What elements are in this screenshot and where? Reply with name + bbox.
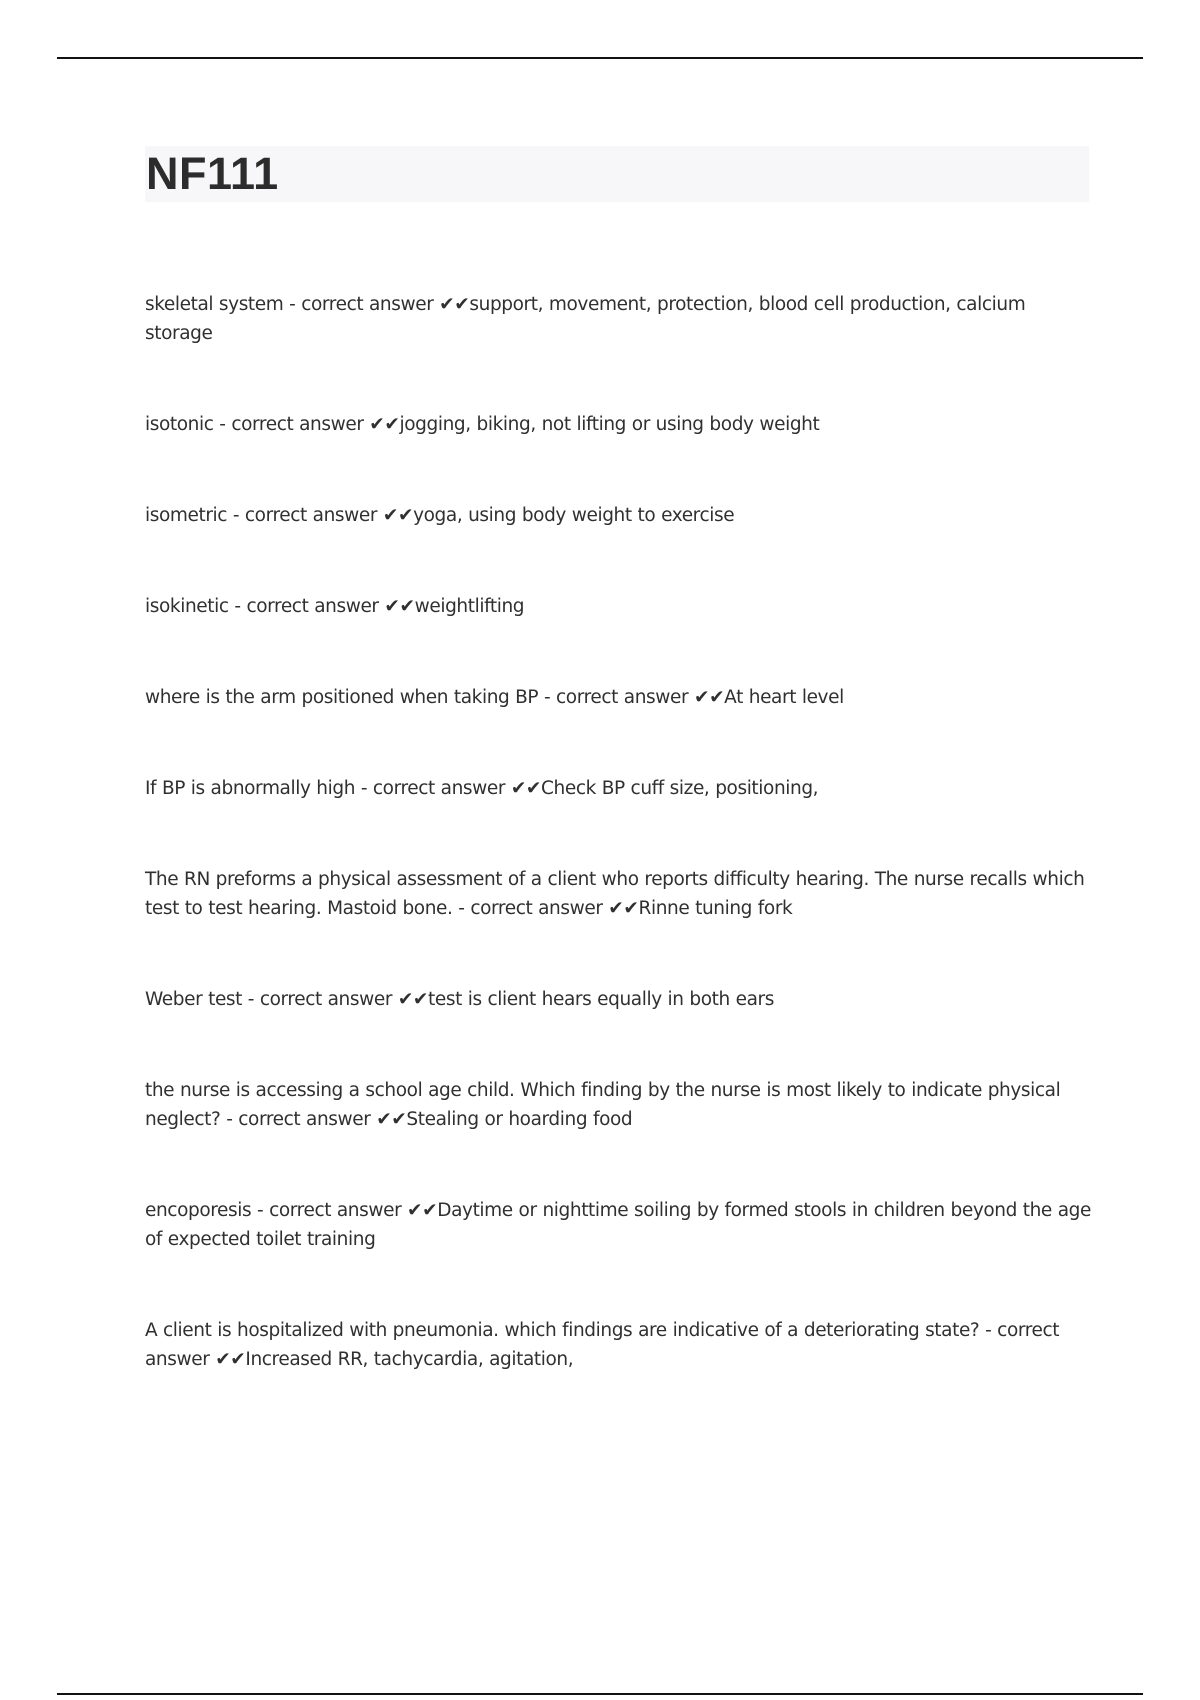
qa-item: the nurse is accessing a school age child. Which finding by the nurse is most likely to indicate physical neglect? - correct answer ✔✔Stealing or hoarding food — [145, 1080, 1061, 1130]
qa-item: encoporesis - correct answer ✔✔Daytime or nighttime soiling by formed stools in children beyond the age of expected toilet training — [145, 1200, 1091, 1250]
qa-item: isokinetic - correct answer ✔✔weightlifting — [145, 596, 525, 617]
qa-item: isometric - correct answer ✔✔yoga, using body weight to exercise — [145, 505, 735, 526]
qa-item: isotonic - correct answer ✔✔jogging, biking, not lifting or using body weight — [145, 414, 820, 435]
qa-item: skeletal system - correct answer ✔✔support, movement, protection, blood cell production, calcium storage — [145, 294, 1026, 344]
top-rule — [57, 57, 1143, 59]
bottom-rule — [57, 1693, 1143, 1695]
qa-item: The RN preforms a physical assessment of a client who reports difficulty hearing. The nurse recalls which test to test hearing. Mastoid bone. - correct answer ✔✔Rinne tuning fork — [145, 869, 1085, 919]
qa-item: Weber test - correct answer ✔✔test is client hears equally in both ears — [145, 989, 774, 1010]
title-band — [145, 146, 1089, 202]
document-title: NF111 — [146, 148, 279, 199]
qa-item: If BP is abnormally high - correct answer ✔✔Check BP cuff size, positioning, — [145, 778, 819, 799]
qa-item: A client is hospitalized with pneumonia. which findings are indicative of a deteriorating state? - correct answer ✔✔Increased RR, tachycardia, agitation, — [145, 1320, 1060, 1370]
qa-list — [145, 290, 1095, 1374]
qa-item: where is the arm positioned when taking BP - correct answer ✔✔At heart level — [145, 687, 844, 708]
